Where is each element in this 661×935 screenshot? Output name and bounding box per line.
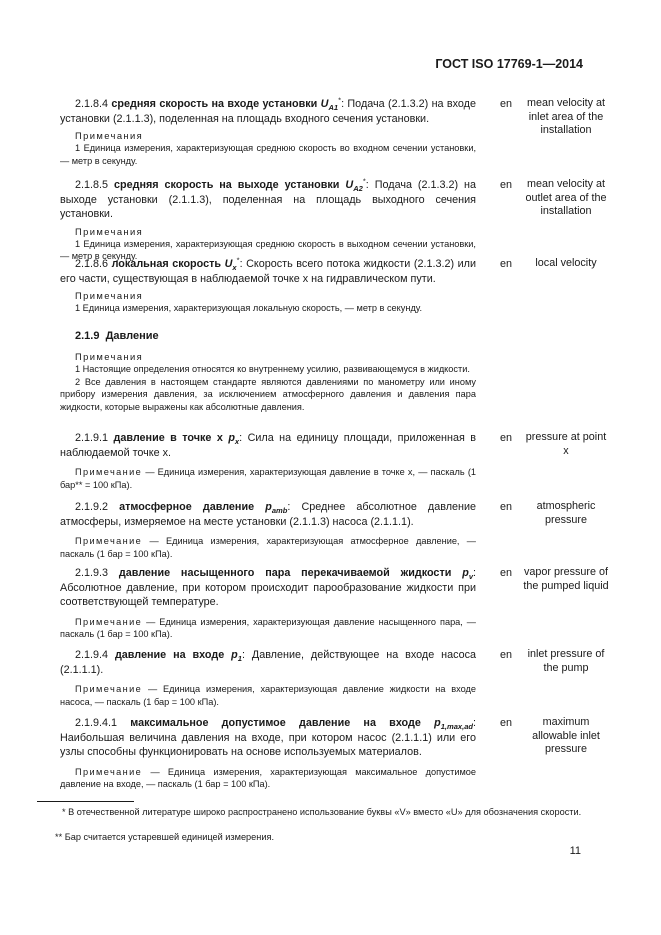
term-entry-2-1-8-5: [60, 178, 476, 263]
lang-code: en: [500, 501, 513, 513]
note: Примечание — Единица измерения, характеризующая давление в точке x, — паскаль (1 бар** = 100 кПа).: [60, 467, 476, 490]
notes-heading: Примечания: [75, 225, 144, 237]
lang-code: en: [500, 98, 513, 110]
document-header: ГОСТ ISO 17769-1—2014: [435, 57, 583, 71]
note: 1 Единица измерения, характеризующая локальную скорость, — метр в секунду.: [75, 303, 423, 313]
footnote-1: * В отечественной литературе широко распространено использование буквы «V» вместо «U» для обозначения скорости.: [62, 807, 582, 817]
note: Примечание — Единица измерения, характеризующая атмосферное давление, — паскаль (1 бар = 100 кПа).: [60, 536, 476, 559]
english-equivalent: pressure at point x: [525, 431, 607, 457]
term-entry-2-1-9-1: [60, 431, 476, 491]
term-entry-2-1-9-4: [60, 648, 476, 708]
definition: 2.1.9.4 давление на входе $p_1$: Давление, действующее на входе насоса (2.1.1.1).: [60, 649, 477, 676]
lang-code: en: [500, 179, 513, 191]
english-equivalent: mean velocity at outlet area of the installation: [525, 178, 607, 217]
note: 1 Единица измерения, характеризующая среднюю скорость во входном сечении установки, — метр в секунду.: [60, 143, 476, 166]
notes-heading: Примечания: [75, 290, 144, 301]
english-equivalent: atmospheric pressure: [536, 500, 596, 526]
definition: 2.1.8.6 локальная скорость $U_x^*$: Скорость всего потока жидкости (2.1.3.2) или его части, существующая в наблюдаемой точке x на гидравлическом пути.: [60, 255, 477, 285]
term-entry-2-1-9-4-1: [60, 716, 476, 791]
lang-code: en: [500, 717, 513, 729]
lang-code: en: [500, 567, 513, 579]
english-equivalent: inlet pressure of the pump: [527, 648, 605, 674]
definition: 2.1.9.3 давление насыщенного пара перекачиваемой жидкости $p_v$: Абсолютное давление, при котором происходит парообразование жидкости при соответствующей температуре.: [60, 567, 477, 608]
footnote-divider: [37, 801, 134, 802]
notes-heading: Примечания: [75, 130, 144, 141]
term-entry-2-1-9-3: [60, 566, 476, 641]
lang-code: en: [500, 432, 513, 444]
note: Примечание — Единица измерения, характеризующая давление жидкости на входе насоса, — паскаль (1 бар = 100 кПа).: [60, 684, 476, 707]
definition: 2.1.9.4.1 максимальное допустимое давление на входе $p_{1,max,ad}$: Наибольшая величина давления на входе, при котором насос (2.1.1.1) или его узлы способны функционировать на основе используемых материалов.: [60, 717, 477, 758]
footnote-2: ** Бар считается устаревшей единицей измерения.: [55, 832, 275, 842]
note: Примечание — Единица измерения, характеризующая максимальное допустимое давление на входе, — паскаль (1 бар = 100 кПа).: [60, 766, 476, 789]
definition: 2.1.9.2 атмосферное давление $p_{amb}$: Среднее абсолютное давление атмосферы, измеряемое на месте установки (2.1.1.3) насоса (2.1.1.1).: [60, 501, 477, 528]
note: 1 Настоящие определения относятся ко внутреннему усилию, развивающемуся в жидкости.: [75, 364, 470, 374]
term-entry-2-1-8-4: [60, 97, 476, 167]
lang-code: en: [500, 649, 513, 661]
page-number: 11: [569, 845, 581, 857]
lang-code: en: [500, 258, 513, 270]
note: Примечание — Единица измерения, характеризующая давление насыщенного пара, — паскаль (1 бар = 100 кПа).: [60, 616, 476, 639]
definition: 2.1.8.5 средняя скорость на выходе установки $U_{A2}^*$: Подача (2.1.3.2) на выходе установки (2.1.1.3), поделенная на площадь выходного сечения установки.: [60, 176, 477, 220]
definition: 2.1.8.4 средняя скорость на входе установки $U_{A1}^*$: Подача (2.1.3.2) на входе установки (2.1.1.3), поделенная на площадь входного сечения установки.: [60, 95, 476, 125]
english-equivalent: vapor pressure of the pumped liquid: [523, 566, 609, 592]
term-entry-2-1-8-6: [60, 257, 476, 315]
section-heading: 2.1.9 Давление: [75, 330, 159, 342]
english-equivalent: mean velocity at inlet area of the installation: [526, 97, 605, 136]
definition: 2.1.9.1 давление в точке x $p_x$: Сила на единицу площади, приложенная в наблюдаемой точке x.: [60, 432, 476, 459]
section-notes: [60, 347, 476, 413]
notes-heading: Примечания: [75, 351, 144, 362]
term-entry-2-1-9-2: [60, 500, 476, 560]
english-equivalent: local velocity: [535, 257, 597, 269]
note: 1 Единица измерения, характеризующая среднюю скорость в выходном сечении установки, — метр в секунду.: [60, 238, 476, 261]
note: 2 Все давления в настоящем стандарте являются давлениями по манометру или иному прибору измерения давления, за исключением атмосферного давления и давления пара жидкости, которые выражены как абсолютные давления.: [60, 376, 476, 412]
english-equivalent: maximum allowable inlet pressure: [532, 716, 600, 755]
